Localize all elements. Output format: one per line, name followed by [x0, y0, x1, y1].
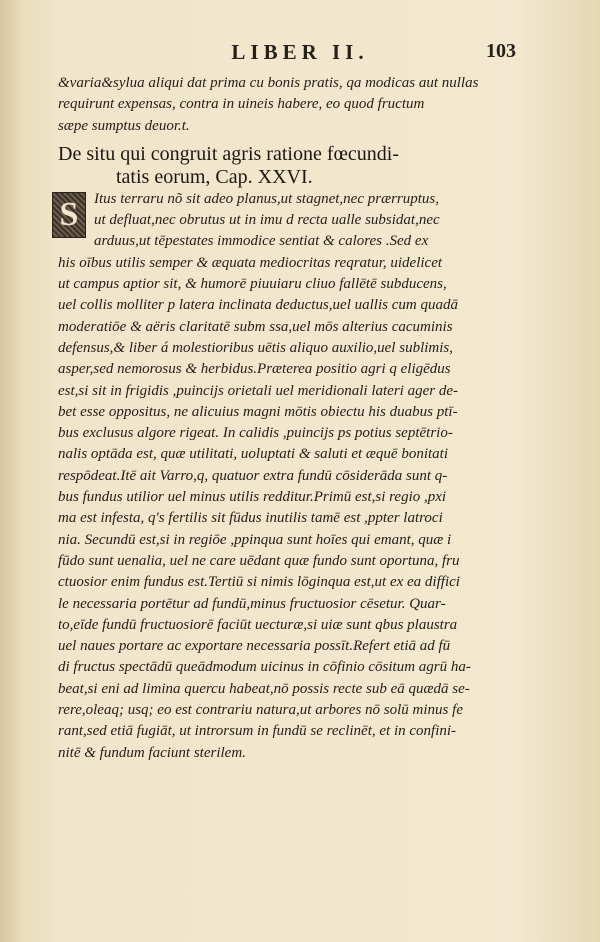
- text-line: ma est infesta, q's fertilis sit fūdus inutilis tamē est ,ppter latroci: [58, 510, 443, 527]
- text-line: bus fundus utilior uel minus utilis redditur.Primū est,si regio ,pxi: [58, 489, 447, 506]
- text-line: di fructus spectādū queādmodum uicinus in cōfinio cōsitum agrū ha-: [58, 659, 471, 676]
- chapter-body: [58, 189, 498, 764]
- text-line: est,si sit in frigidis ,puincijs orietali uel meridionali lateri ager de-: [58, 382, 458, 399]
- decorated-initial-s: [52, 192, 86, 238]
- text-line: &varia&sylua aliqui dat prima cu bonis pratis, qa modicas aut nullas: [58, 75, 479, 91]
- text-line: Itus terraru nõ sit adeo planus,ut stagnet,nec prærruptus,: [94, 190, 440, 207]
- text-line: moderatiōe & aëris claritatē subm ssa,uel mōs alterius cacuminis: [58, 318, 453, 335]
- text-line: respōdeat.Itē ait Varro,q, quatuor extra fundū cōsiderāda sunt q-: [58, 467, 448, 484]
- text-line: his oībus utilis semper & æquata mediocritas reqratur, uidelicet: [58, 254, 443, 271]
- text-line: rere,oleaq; usq; eo est contrariu natura,ut arbores nō solū minus fe: [58, 702, 463, 719]
- text-line: fūdo sunt uenalia, uel ne care uēdant quæ fundo sunt oportuna, fru: [58, 552, 460, 569]
- text-line: requirunt expensas, contra in uineis habere, eo quod fructum: [58, 96, 425, 113]
- text-line: arduus,ut tēpestates immodice sentiat & calores .Sed ex: [94, 233, 429, 250]
- text-line: nia. Secundū est,si in regiōe ,ppinqua sunt hoīes qui emant, quæ i: [58, 531, 452, 548]
- text-line: uel naues portare ac exportare necessaria possīt.Refert etiā ad fū: [58, 638, 451, 655]
- running-title: LIBER II.: [231, 40, 369, 64]
- chapter-heading-line-2: tatis eorum, Cap. XXVI.: [116, 165, 313, 188]
- running-head: [0, 40, 600, 70]
- text-line: asper,sed nemorosus & herbidus.Præterea positio agri q eligēdus: [58, 361, 451, 378]
- text-line: ut campus aptior sit, & humorē piuuiaru cliuo fallētē subducens,: [58, 276, 447, 293]
- text-line: to,eīde fundū fructuosiorē faciūt uecturæ,si uiæ sunt qbus plaustra: [58, 616, 458, 633]
- page-number: 103: [486, 40, 516, 62]
- initial-letter: S: [59, 195, 79, 233]
- text-line: defensus,& liber á molestioribus uētis aliquo auxilio,uel sublimis,: [58, 339, 453, 356]
- text-line: uel collis molliter p latera inclinata deductus,uel uallis cum quadā: [58, 297, 458, 314]
- chapter-heading-line-1: De situ qui congruit agris ratione fœcundi-: [58, 142, 400, 165]
- text-line: sæpe sumptus deuor.t.: [58, 117, 190, 134]
- text-line: beat,si eni ad limina quercu habeat,nō possis recte sub eā quædā se-: [58, 680, 470, 697]
- text-line: ctuosior enim fundus est.Tertiū si nimis lōginqua est,ut ex ea diffici: [58, 574, 460, 591]
- text-line: rant,sed etiā fugiāt, ut introrsum in fundū se reclinēt, et in confini-: [58, 723, 457, 740]
- text-line: bus exclusus algore rigeat. In calidis ,puincijs ps potius septētrio-: [58, 425, 453, 442]
- text-block: [58, 73, 498, 764]
- text-line: bet esse oppositus, ne alicuius magni mōtis obiectu his duabus ptī-: [58, 403, 458, 420]
- text-line: nalis optāda est, quæ utilitati, uoluptati & saluti et æquē bonitati: [58, 446, 449, 463]
- text-line: le necessaria portētur ad fundū,minus fructuosior cēsetur. Quar-: [58, 595, 446, 612]
- text-line: nitē & fundum faciunt sterilem.: [58, 744, 246, 761]
- text-line: ut defluat,nec obrutus ut in imu d recta ualle subsidat,nec: [94, 212, 440, 229]
